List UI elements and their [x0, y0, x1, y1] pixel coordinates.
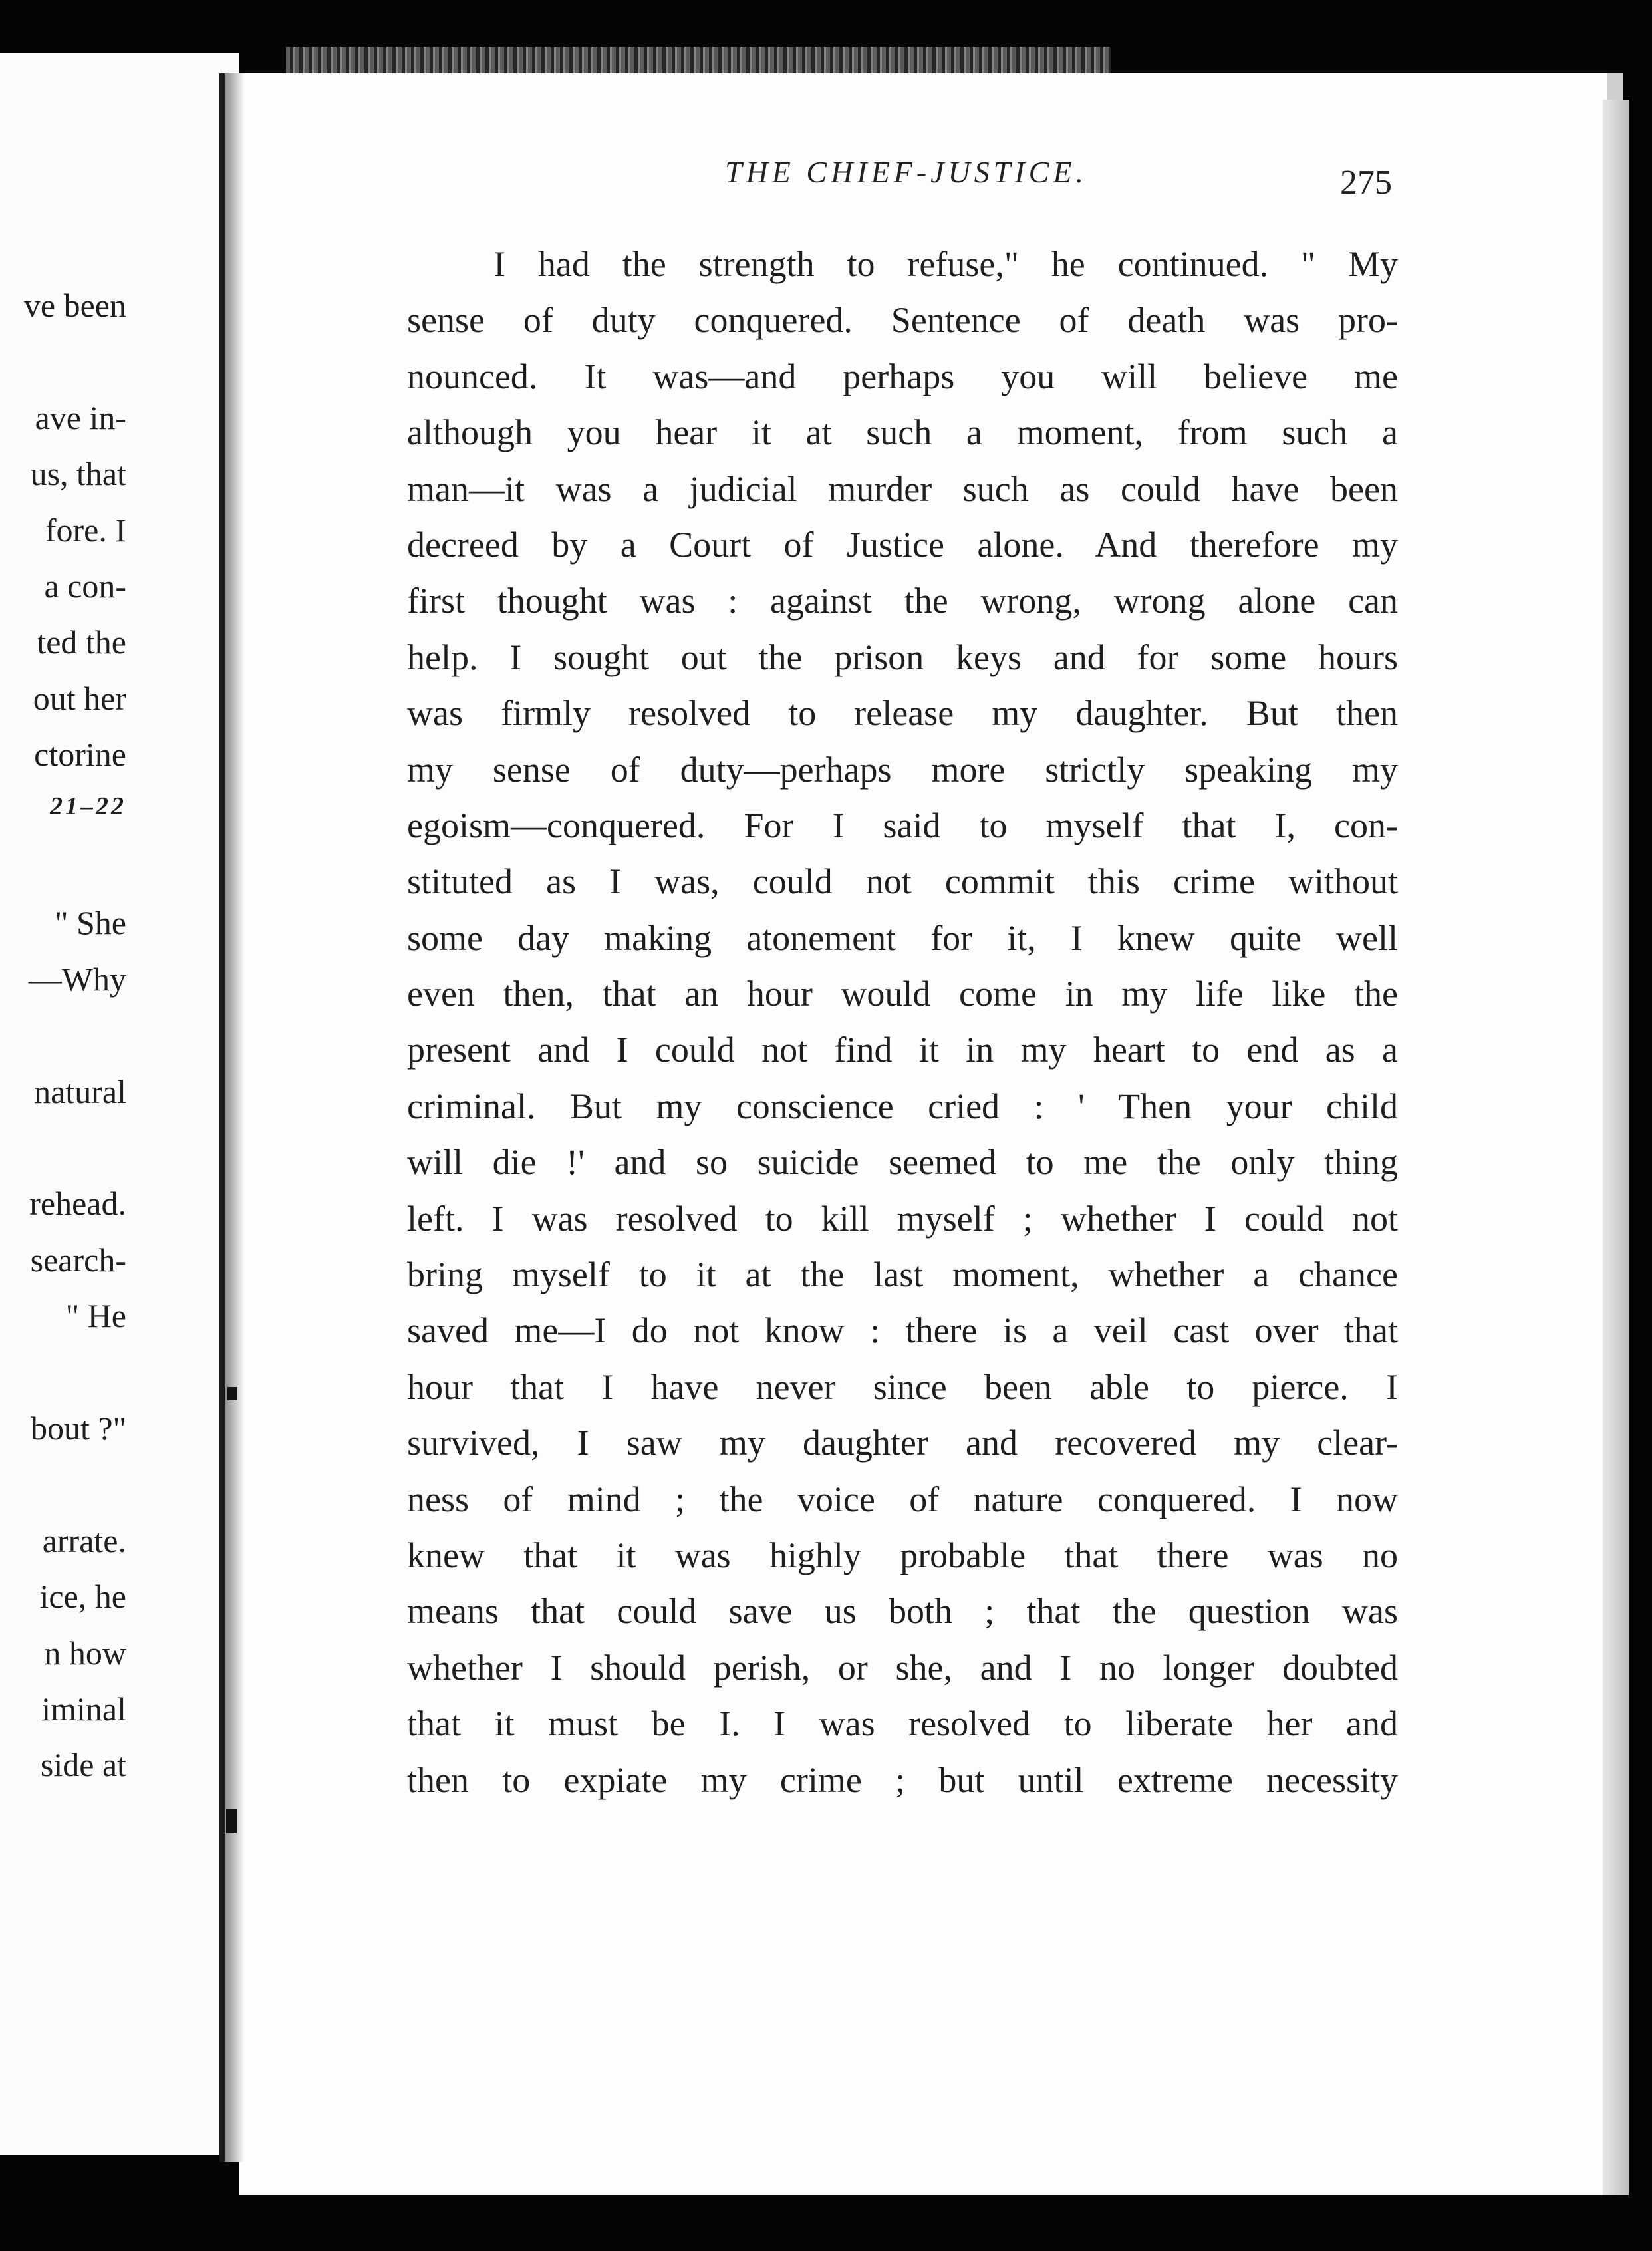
left-page-fragment: arrate. — [42, 1521, 126, 1559]
left-page-fragment: a con- — [44, 567, 126, 605]
left-page-fragment: rehead. — [29, 1185, 126, 1223]
text-line: decreed by a Court of Justice alone. And therefore my — [407, 524, 1398, 565]
left-page-fragment: search- — [30, 1241, 126, 1278]
left-page-fragment: n how — [44, 1634, 126, 1672]
text-line: help. I sought out the prison keys and for some hours — [407, 637, 1398, 677]
left-page-fragment: ctorine — [34, 736, 126, 774]
text-line: was firmly resolved to release my daughter. But then — [407, 693, 1398, 734]
left-page-fragment: —Why — [28, 960, 126, 998]
text-line: stituted as I was, could not commit this crime without — [407, 861, 1398, 902]
text-line: then to expiate my crime ; but until extreme necessity — [407, 1759, 1398, 1800]
text-line: saved me—I do not know : there is a veil cast over that — [407, 1310, 1398, 1351]
text-line: some day making atonement for it, I knew quite well — [407, 917, 1398, 958]
left-page — [0, 53, 239, 2155]
text-line: bring myself to it at the last moment, whether a chance — [407, 1255, 1398, 1295]
left-page-fragment: fore. I — [45, 511, 126, 549]
gutter-mark — [226, 1809, 237, 1833]
left-page-fragment: ave in- — [35, 398, 126, 436]
text-line: that it must be I. I was resolved to liberate her and — [407, 1704, 1398, 1744]
text-line: whether I should perish, or she, and I no longer doubted — [407, 1647, 1398, 1688]
left-page-fragment: us, that — [30, 455, 126, 493]
left-page-fragment: iminal — [41, 1690, 126, 1727]
left-page-fragment: bout ?" — [31, 1410, 126, 1447]
left-page-fragment: 21–22 — [50, 792, 126, 820]
text-line: first thought was : against the wrong, wrong alone can — [407, 581, 1398, 621]
page-edge — [1603, 100, 1629, 2195]
text-line: even then, that an hour would come in my life like the — [407, 974, 1398, 1014]
text-line: survived, I saw my daughter and recovered my clear- — [407, 1423, 1398, 1463]
text-line: present and I could not find it in my heart to end as a — [407, 1030, 1398, 1070]
text-line: knew that it was highly probable that there was no — [407, 1535, 1398, 1575]
gutter-line — [219, 73, 225, 2162]
text-line: will die !' and so suicide seemed to me the only thing — [407, 1142, 1398, 1183]
running-head: THE CHIEF-JUSTICE. — [725, 155, 1087, 189]
text-line: means that could save us both ; that the question was — [407, 1591, 1398, 1632]
text-line: nounced. It was—and perhaps you will believe me — [407, 356, 1398, 396]
gutter-mark — [227, 1387, 237, 1400]
left-page-fragment: ted the — [37, 623, 126, 661]
text-line: hour that I have never since been able to pierce. I — [407, 1366, 1398, 1407]
left-page-fragment: out her — [33, 679, 126, 717]
text-line: left. I was resolved to kill myself ; whether I could not — [407, 1198, 1398, 1239]
left-page-fragment: ve been — [23, 287, 126, 324]
page-body-text — [407, 236, 1398, 1808]
text-line: criminal. But my conscience cried : ' Then your child — [407, 1086, 1398, 1126]
text-line: man—it was a judicial murder such as could have been — [407, 468, 1398, 509]
left-page-fragment: side at — [40, 1746, 126, 1784]
left-page-fragment: " He — [65, 1297, 126, 1335]
left-page-fragment: natural — [34, 1072, 126, 1110]
page-number: 275 — [1340, 164, 1392, 202]
text-line: sense of duty conquered. Sentence of death was pro- — [407, 300, 1398, 341]
text-line: I had the strength to refuse," he continued. " My — [493, 244, 1398, 284]
text-line: my sense of duty—perhaps more strictly speaking my — [407, 749, 1398, 790]
text-line: although you hear it at such a moment, from such a — [407, 412, 1398, 453]
left-page-fragment: " She — [55, 904, 126, 942]
left-page-fragment: ice, he — [39, 1578, 126, 1616]
text-line: ness of mind ; the voice of nature conquered. I now — [407, 1479, 1398, 1519]
text-line: egoism—conquered. For I said to myself that I, con- — [407, 805, 1398, 845]
gutter-shadow — [225, 73, 245, 2162]
